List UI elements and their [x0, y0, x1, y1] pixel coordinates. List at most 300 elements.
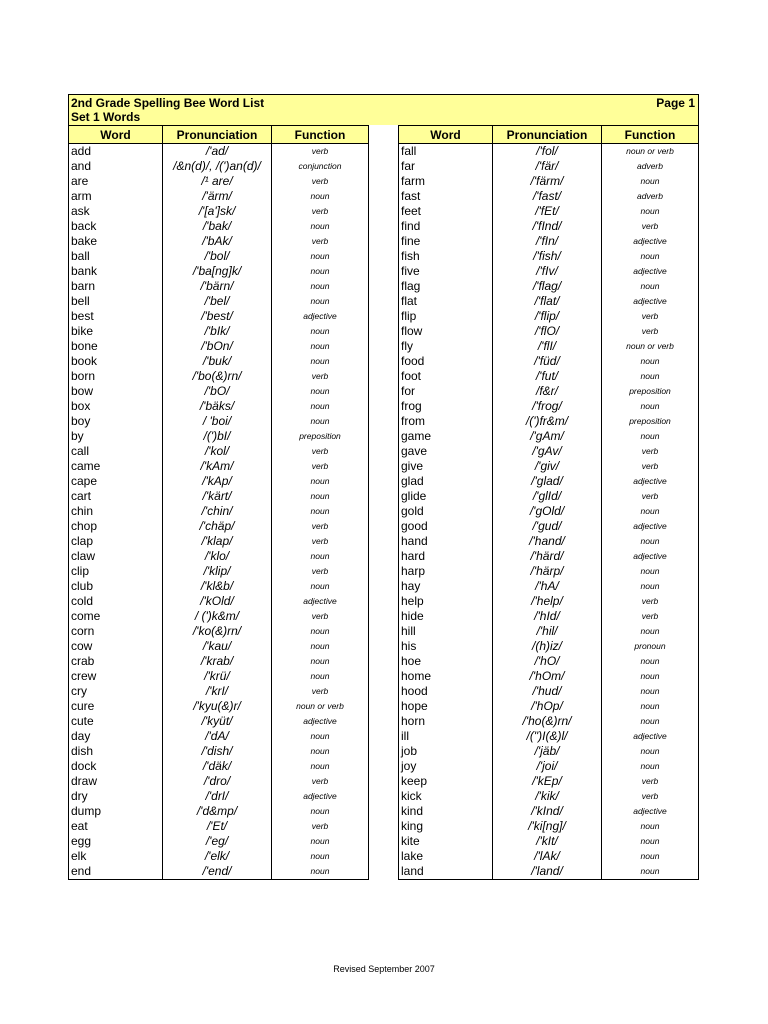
pronunciation-cell: /'d&mp/ [163, 804, 272, 819]
word-cell: five [399, 264, 493, 279]
pronunciation-cell: /'gud/ [493, 519, 602, 534]
table-row [399, 564, 699, 579]
function-cell: noun [272, 504, 369, 519]
pronunciation-cell: /'bAk/ [163, 234, 272, 249]
pronunciation-cell: /'fol/ [493, 144, 602, 160]
word-cell: feet [399, 204, 493, 219]
word-cell: glide [399, 489, 493, 504]
function-cell: adjective [602, 294, 699, 309]
function-cell: noun [272, 264, 369, 279]
table-row [69, 564, 369, 579]
pronunciation-cell: /'fish/ [493, 249, 602, 264]
function-cell: conjunction [272, 159, 369, 174]
pronunciation-cell: /'färm/ [493, 174, 602, 189]
function-cell: noun [602, 174, 699, 189]
function-cell: verb [272, 519, 369, 534]
pronunciation-cell: /'kärt/ [163, 489, 272, 504]
function-cell: adjective [602, 519, 699, 534]
function-cell: noun [602, 864, 699, 880]
table-row [399, 729, 699, 744]
function-cell: noun [602, 684, 699, 699]
function-cell: adjective [602, 474, 699, 489]
function-cell: noun [602, 834, 699, 849]
table-row [69, 759, 369, 774]
word-cell: cry [69, 684, 163, 699]
table-row [69, 579, 369, 594]
pronunciation-cell: /'kau/ [163, 639, 272, 654]
pronunciation-cell: /'flip/ [493, 309, 602, 324]
function-cell: verb [272, 174, 369, 189]
function-cell: adverb [602, 189, 699, 204]
function-cell: noun [272, 744, 369, 759]
function-cell: noun [602, 249, 699, 264]
word-cell: keep [399, 774, 493, 789]
pronunciation-cell: /'flag/ [493, 279, 602, 294]
table-row [399, 789, 699, 804]
pronunciation-cell: /(")I(&)l/ [493, 729, 602, 744]
word-list-sheet [68, 94, 699, 880]
pronunciation-cell: /'fast/ [493, 189, 602, 204]
word-cell: fly [399, 339, 493, 354]
function-cell: noun [272, 249, 369, 264]
word-cell: for [399, 384, 493, 399]
pronunciation-cell: /'hO/ [493, 654, 602, 669]
function-cell: noun [602, 669, 699, 684]
pronunciation-cell: /'ki[ng]/ [493, 819, 602, 834]
word-cell: cape [69, 474, 163, 489]
pronunciation-cell: /'fIv/ [493, 264, 602, 279]
word-cell: cow [69, 639, 163, 654]
function-cell: noun [272, 339, 369, 354]
sheet-header [68, 94, 699, 125]
pronunciation-cell: /'bärn/ [163, 279, 272, 294]
table-row [399, 414, 699, 429]
table-row [399, 489, 699, 504]
table-row [399, 429, 699, 444]
word-cell: cold [69, 594, 163, 609]
word-cell: hay [399, 579, 493, 594]
word-cell: hard [399, 549, 493, 564]
table-row [69, 864, 369, 880]
function-cell: noun [602, 699, 699, 714]
word-cell: lake [399, 849, 493, 864]
table-row [399, 249, 699, 264]
word-cell: day [69, 729, 163, 744]
table-row [69, 594, 369, 609]
word-cell: dump [69, 804, 163, 819]
pronunciation-cell: /'kAm/ [163, 459, 272, 474]
function-cell: noun [272, 729, 369, 744]
pronunciation-cell: /'hId/ [493, 609, 602, 624]
word-cell: bow [69, 384, 163, 399]
function-cell: verb [602, 324, 699, 339]
pronunciation-cell: /'hand/ [493, 534, 602, 549]
table-row [69, 189, 369, 204]
word-cell: find [399, 219, 493, 234]
pronunciation-cell: /'frog/ [493, 399, 602, 414]
function-cell: noun [272, 219, 369, 234]
table-row [69, 144, 369, 160]
pronunciation-cell: /'glad/ [493, 474, 602, 489]
pronunciation-cell: /'ad/ [163, 144, 272, 160]
pronunciation-cell: /'kyu(&)r/ [163, 699, 272, 714]
function-cell: verb [602, 219, 699, 234]
pronunciation-cell: /'kol/ [163, 444, 272, 459]
table-row [399, 774, 699, 789]
word-cell: elk [69, 849, 163, 864]
word-cell: call [69, 444, 163, 459]
pronunciation-cell: /'hOp/ [493, 699, 602, 714]
word-cell: arm [69, 189, 163, 204]
table-row [69, 474, 369, 489]
pronunciation-cell: /¹ are/ [163, 174, 272, 189]
pronunciation-cell: /'ho(&)rn/ [493, 714, 602, 729]
table-row [399, 714, 699, 729]
pronunciation-cell: /'bel/ [163, 294, 272, 309]
word-cell: fine [399, 234, 493, 249]
function-cell: noun [272, 474, 369, 489]
table-row [69, 249, 369, 264]
table-row [69, 279, 369, 294]
pronunciation-cell: /'füd/ [493, 354, 602, 369]
table-row [69, 654, 369, 669]
function-cell: noun [602, 744, 699, 759]
pronunciation-cell: /'elk/ [163, 849, 272, 864]
function-cell: verb [602, 774, 699, 789]
table-row [399, 354, 699, 369]
word-cell: cart [69, 489, 163, 504]
function-cell: noun or verb [272, 699, 369, 714]
word-cell: gave [399, 444, 493, 459]
function-cell: noun [272, 354, 369, 369]
word-cell: help [399, 594, 493, 609]
pronunciation-cell: /'flO/ [493, 324, 602, 339]
word-cell: egg [69, 834, 163, 849]
function-cell: verb [602, 309, 699, 324]
function-cell: noun [602, 849, 699, 864]
function-cell: noun [272, 864, 369, 880]
word-cell: hide [399, 609, 493, 624]
pronunciation-cell: /'kl&b/ [163, 579, 272, 594]
word-cell: dock [69, 759, 163, 774]
table-row [69, 639, 369, 654]
table-row [69, 369, 369, 384]
pronunciation-cell: /'klap/ [163, 534, 272, 549]
pronunciation-cell: /'chin/ [163, 504, 272, 519]
function-cell: noun [272, 624, 369, 639]
pronunciation-cell: /'bO/ [163, 384, 272, 399]
table-row [399, 684, 699, 699]
function-cell: noun [272, 189, 369, 204]
word-cell: food [399, 354, 493, 369]
word-table-right-body [399, 144, 699, 880]
word-cell: glad [399, 474, 493, 489]
table-row [69, 399, 369, 414]
word-cell: clap [69, 534, 163, 549]
function-cell: verb [602, 459, 699, 474]
table-row [399, 444, 699, 459]
pronunciation-cell: /'kyüt/ [163, 714, 272, 729]
function-cell: noun [272, 324, 369, 339]
table-row [399, 519, 699, 534]
word-cell: hood [399, 684, 493, 699]
word-cell: fast [399, 189, 493, 204]
word-cell: claw [69, 549, 163, 564]
pronunciation-cell: /f&r/ [493, 384, 602, 399]
word-cell: bank [69, 264, 163, 279]
function-cell: noun or verb [602, 144, 699, 160]
word-cell: flag [399, 279, 493, 294]
function-cell: noun [602, 759, 699, 774]
pronunciation-cell: /'end/ [163, 864, 272, 880]
table-row [69, 309, 369, 324]
function-cell: adjective [272, 789, 369, 804]
function-cell: noun or verb [602, 339, 699, 354]
word-cell: back [69, 219, 163, 234]
table-row [399, 219, 699, 234]
pronunciation-cell: /'hOm/ [493, 669, 602, 684]
table-row [399, 699, 699, 714]
word-cell: hoe [399, 654, 493, 669]
table-row [399, 384, 699, 399]
function-cell: pronoun [602, 639, 699, 654]
word-cell: gold [399, 504, 493, 519]
word-cell: bike [69, 324, 163, 339]
word-cell: hand [399, 534, 493, 549]
function-cell: verb [602, 489, 699, 504]
table-row [399, 369, 699, 384]
table-row [69, 534, 369, 549]
pronunciation-cell: /'bOn/ [163, 339, 272, 354]
function-cell: noun [272, 384, 369, 399]
word-cell: came [69, 459, 163, 474]
word-cell: joy [399, 759, 493, 774]
word-cell: barn [69, 279, 163, 294]
function-cell: adjective [602, 804, 699, 819]
word-cell: farm [399, 174, 493, 189]
function-cell: verb [272, 459, 369, 474]
pronunciation-cell: /'fIn/ [493, 234, 602, 249]
table-row [399, 759, 699, 774]
table-row [69, 744, 369, 759]
table-row [69, 834, 369, 849]
word-table-left [68, 125, 369, 880]
pronunciation-cell: /'Et/ [163, 819, 272, 834]
pronunciation-cell: /'härp/ [493, 564, 602, 579]
word-cell: dry [69, 789, 163, 804]
function-cell: verb [602, 444, 699, 459]
word-cell: far [399, 159, 493, 174]
pronunciation-cell: /'flat/ [493, 294, 602, 309]
function-cell: verb [272, 204, 369, 219]
word-cell: hope [399, 699, 493, 714]
function-cell: noun [602, 579, 699, 594]
word-cell: end [69, 864, 163, 880]
pronunciation-cell: /'klo/ [163, 549, 272, 564]
pronunciation-cell: /'hil/ [493, 624, 602, 639]
table-row [399, 294, 699, 309]
function-cell: preposition [602, 384, 699, 399]
pronunciation-cell: /'klip/ [163, 564, 272, 579]
word-cell: born [69, 369, 163, 384]
table-row [399, 654, 699, 669]
function-cell: noun [602, 279, 699, 294]
pronunciation-cell: /'kInd/ [493, 804, 602, 819]
function-cell: noun [272, 279, 369, 294]
word-cell: game [399, 429, 493, 444]
table-row [399, 594, 699, 609]
function-cell: adjective [272, 594, 369, 609]
function-cell: verb [272, 369, 369, 384]
pronunciation-cell: /(h)iz/ [493, 639, 602, 654]
table-row [69, 669, 369, 684]
word-cell: kind [399, 804, 493, 819]
word-table-left-body [69, 144, 369, 880]
function-cell: adjective [602, 549, 699, 564]
pronunciation-cell: /'hud/ [493, 684, 602, 699]
pronunciation-cell: /'krü/ [163, 669, 272, 684]
table-row [399, 744, 699, 759]
word-cell: crew [69, 669, 163, 684]
word-cell: kick [399, 789, 493, 804]
word-cell: flow [399, 324, 493, 339]
word-cell: boy [69, 414, 163, 429]
table-row [399, 834, 699, 849]
table-row [399, 804, 699, 819]
table-row [399, 459, 699, 474]
word-cell: corn [69, 624, 163, 639]
function-cell: noun [602, 534, 699, 549]
table-header-row [69, 126, 369, 144]
table-row [399, 534, 699, 549]
word-cell: add [69, 144, 163, 160]
table-row [69, 819, 369, 834]
function-cell: noun [602, 714, 699, 729]
word-cell: give [399, 459, 493, 474]
table-row [399, 639, 699, 654]
pronunciation-cell: /'jäb/ [493, 744, 602, 759]
table-row [69, 549, 369, 564]
word-cell: kite [399, 834, 493, 849]
table-row [399, 279, 699, 294]
function-cell: noun [602, 564, 699, 579]
function-cell: noun [602, 354, 699, 369]
function-cell: preposition [272, 429, 369, 444]
pronunciation-cell: /'land/ [493, 864, 602, 880]
table-gap [369, 125, 398, 880]
pronunciation-cell: /'dro/ [163, 774, 272, 789]
table-row [69, 609, 369, 624]
pronunciation-cell: /'[a']sk/ [163, 204, 272, 219]
pronunciation-cell: /'krI/ [163, 684, 272, 699]
pronunciation-cell: /'fEt/ [493, 204, 602, 219]
function-cell: noun [272, 639, 369, 654]
function-cell: noun [272, 549, 369, 564]
word-cell: are [69, 174, 163, 189]
function-cell: verb [272, 564, 369, 579]
pronunciation-cell: /'kAp/ [163, 474, 272, 489]
word-cell: hill [399, 624, 493, 639]
column-header-pronunciation: Pronunciation [163, 126, 272, 144]
table-row [69, 684, 369, 699]
word-cell: cure [69, 699, 163, 714]
function-cell: noun [272, 849, 369, 864]
function-cell: noun [272, 834, 369, 849]
function-cell: noun [272, 489, 369, 504]
table-row [69, 219, 369, 234]
function-cell: verb [272, 684, 369, 699]
sheet-subtitle: Set 1 Words [71, 110, 141, 124]
pronunciation-cell: /'kik/ [493, 789, 602, 804]
table-row [399, 474, 699, 489]
word-cell: book [69, 354, 163, 369]
column-header-word: Word [69, 126, 163, 144]
pronunciation-cell: /'dish/ [163, 744, 272, 759]
pronunciation-cell: /'fut/ [493, 369, 602, 384]
pronunciation-cell: /'lAk/ [493, 849, 602, 864]
sheet-title: 2nd Grade Spelling Bee Word List [71, 96, 265, 110]
function-cell: noun [272, 654, 369, 669]
function-cell: adjective [602, 234, 699, 249]
table-row [399, 624, 699, 639]
pronunciation-cell: /'ko(&)rn/ [163, 624, 272, 639]
pronunciation-cell: /'kOld/ [163, 594, 272, 609]
pronunciation-cell: /'gAm/ [493, 429, 602, 444]
function-cell: noun [272, 804, 369, 819]
function-cell: preposition [602, 414, 699, 429]
word-cell: flip [399, 309, 493, 324]
column-header-word: Word [399, 126, 493, 144]
word-cell: job [399, 744, 493, 759]
function-cell: verb [272, 534, 369, 549]
word-cell: flat [399, 294, 493, 309]
table-row [399, 549, 699, 564]
table-row [69, 264, 369, 279]
word-cell: crab [69, 654, 163, 669]
word-cell: bake [69, 234, 163, 249]
table-row [69, 774, 369, 789]
table-row [399, 669, 699, 684]
pronunciation-cell: /'härd/ [493, 549, 602, 564]
table-row [69, 789, 369, 804]
table-row [69, 849, 369, 864]
column-header-pronunciation: Pronunciation [493, 126, 602, 144]
table-row [69, 729, 369, 744]
pronunciation-cell: /'giv/ [493, 459, 602, 474]
function-cell: noun [602, 429, 699, 444]
function-cell: noun [272, 294, 369, 309]
function-cell: noun [602, 504, 699, 519]
table-row [399, 579, 699, 594]
word-cell: fish [399, 249, 493, 264]
function-cell: adjective [602, 729, 699, 744]
word-cell: home [399, 669, 493, 684]
function-cell: verb [272, 234, 369, 249]
table-row [399, 204, 699, 219]
function-cell: verb [272, 774, 369, 789]
table-row [69, 804, 369, 819]
word-cell: box [69, 399, 163, 414]
pronunciation-cell: /'help/ [493, 594, 602, 609]
pronunciation-cell: /'best/ [163, 309, 272, 324]
function-cell: adjective [272, 309, 369, 324]
word-table-right [398, 125, 699, 880]
pronunciation-cell: /'dA/ [163, 729, 272, 744]
table-row [69, 429, 369, 444]
function-cell: noun [602, 369, 699, 384]
pronunciation-cell: /'bol/ [163, 249, 272, 264]
word-cell: ball [69, 249, 163, 264]
